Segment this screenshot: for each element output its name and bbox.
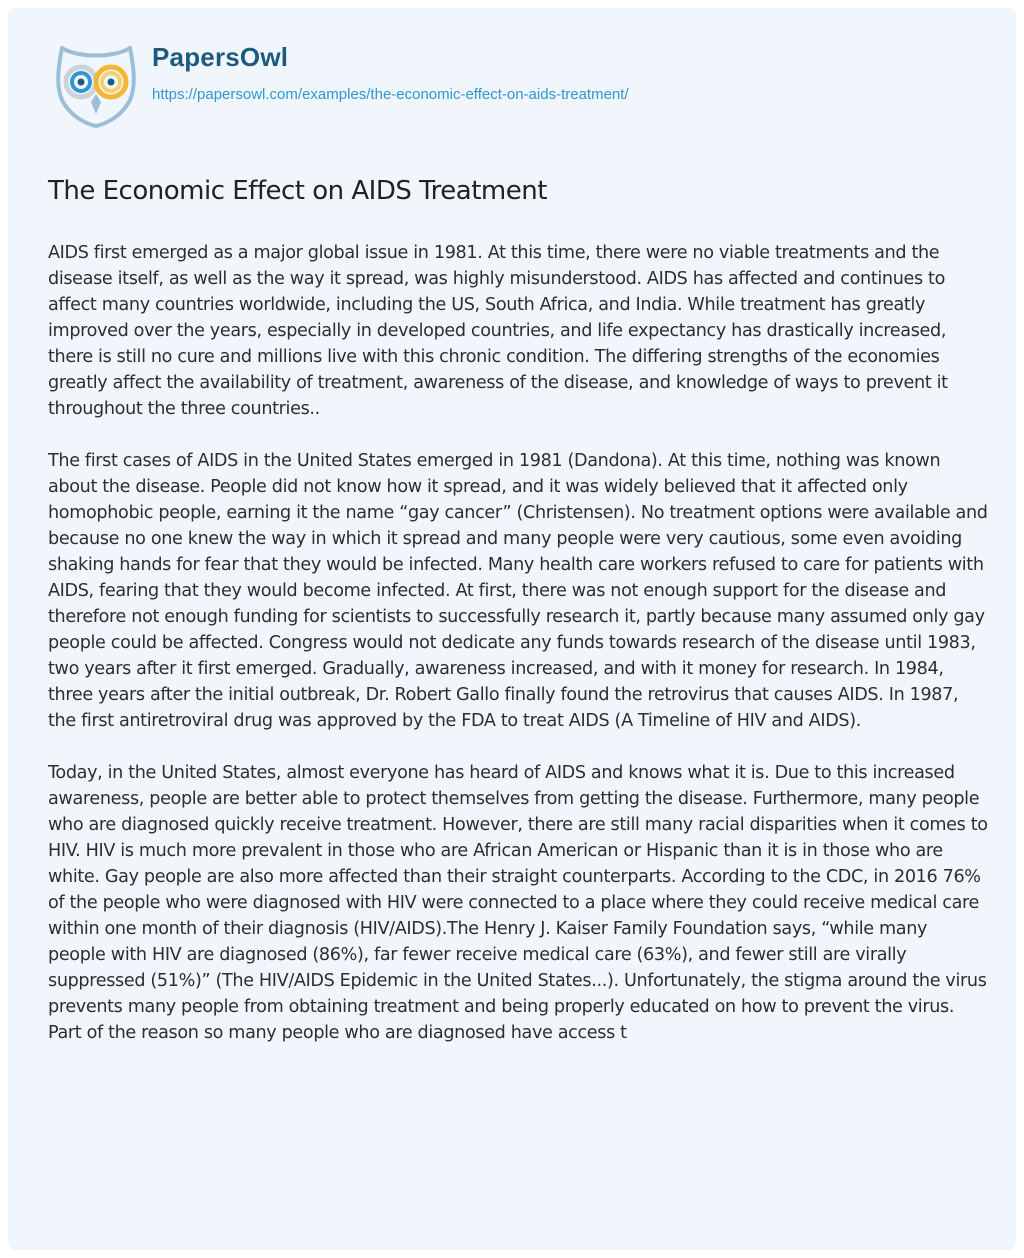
- paragraph-2: The first cases of AIDS in the United States emerged in 1981 (Dandona). At this time, nothing was known about the disease. People did not know how it spread, and it was widely believed that it affected only homophobic people, earning it the name “gay cancer” (Christensen). No treatment options were available and because no one knew the way in which it spread and many people were very cautious, some even avoiding shaking hands for fear that they would be infected. Many health care workers refused to care for patients with AIDS, fearing that they would become infected. At first, there was not enough support for the disease and therefore not enough funding for scientists to successfully research it, partly because many assumed only gay people could be affected. Congress would not dedicate any funds towards research of the disease until 1983, two years after it first emerged. Gradually, awareness increased, and with it money for research. In 1984, three years after the initial outbreak, Dr. Robert Gallo finally found the retrovirus that causes AIDS. In 1987, the first antiretroviral drug was approved by the FDA to treat AIDS (A Timeline of HIV and AIDS).: [48, 451, 988, 731]
- paragraph-3: Today, in the United States, almost everyone has heard of AIDS and knows what it is. Due to this increased awareness, people are better able to protect themselves from getting the disease. Furthermore, many people who are diagnosed quickly receive treatment. However, there are still many racial disparities when it comes to HIV. HIV is much more prevalent in those who are African American or Hispanic than it is in those who are white. Gay people are also more affected than their straight counterparts. According to the CDC, in 2016 76% of the people who were diagnosed with HIV were connected to a place where they could receive medical care within one month of their diagnosis (HIV/AIDS).The Henry J. Kaiser Family Foundation says, “while many people with HIV are diagnosed (86%), far fewer receive medical care (63%), and fewer still are virally suppressed (51%)” (The HIV/AIDS Epidemic in the United States...). Unfortunately, the stigma around the virus prevents many people from obtaining treatment and being properly educated on how to prevent the virus. Part of the reason so many people who are diagnosed have access t: [48, 763, 988, 1043]
- article-body: [48, 240, 988, 1072]
- brand-block: [152, 34, 629, 104]
- document-page: [8, 8, 1016, 1250]
- owl-logo-icon: [50, 34, 142, 130]
- article-title: The Economic Effect on AIDS Treatment: [48, 176, 547, 206]
- paragraph-1: AIDS first emerged as a major global issue in 1981. At this time, there were no viable treatments and the disease itself, as well as the way it spread, was highly misunderstood. AIDS has affected and continues to affect many countries worldwide, including the US, South Africa, and India. While treatment has greatly improved over the years, especially in developed countries, and life expectancy has drastically increased, there is still no cure and millions live with this chronic condition. The differing strengths of the economies greatly affect the availability of treatment, awareness of the disease, and knowledge of ways to prevent it throughout the three countries..: [48, 243, 948, 419]
- brand-name[interactable]: PapersOwl: [152, 42, 289, 72]
- source-url-link[interactable]: https://papersowl.com/examples/the-economic-effect-on-aids-treatment/: [152, 86, 629, 103]
- site-header: [50, 34, 629, 134]
